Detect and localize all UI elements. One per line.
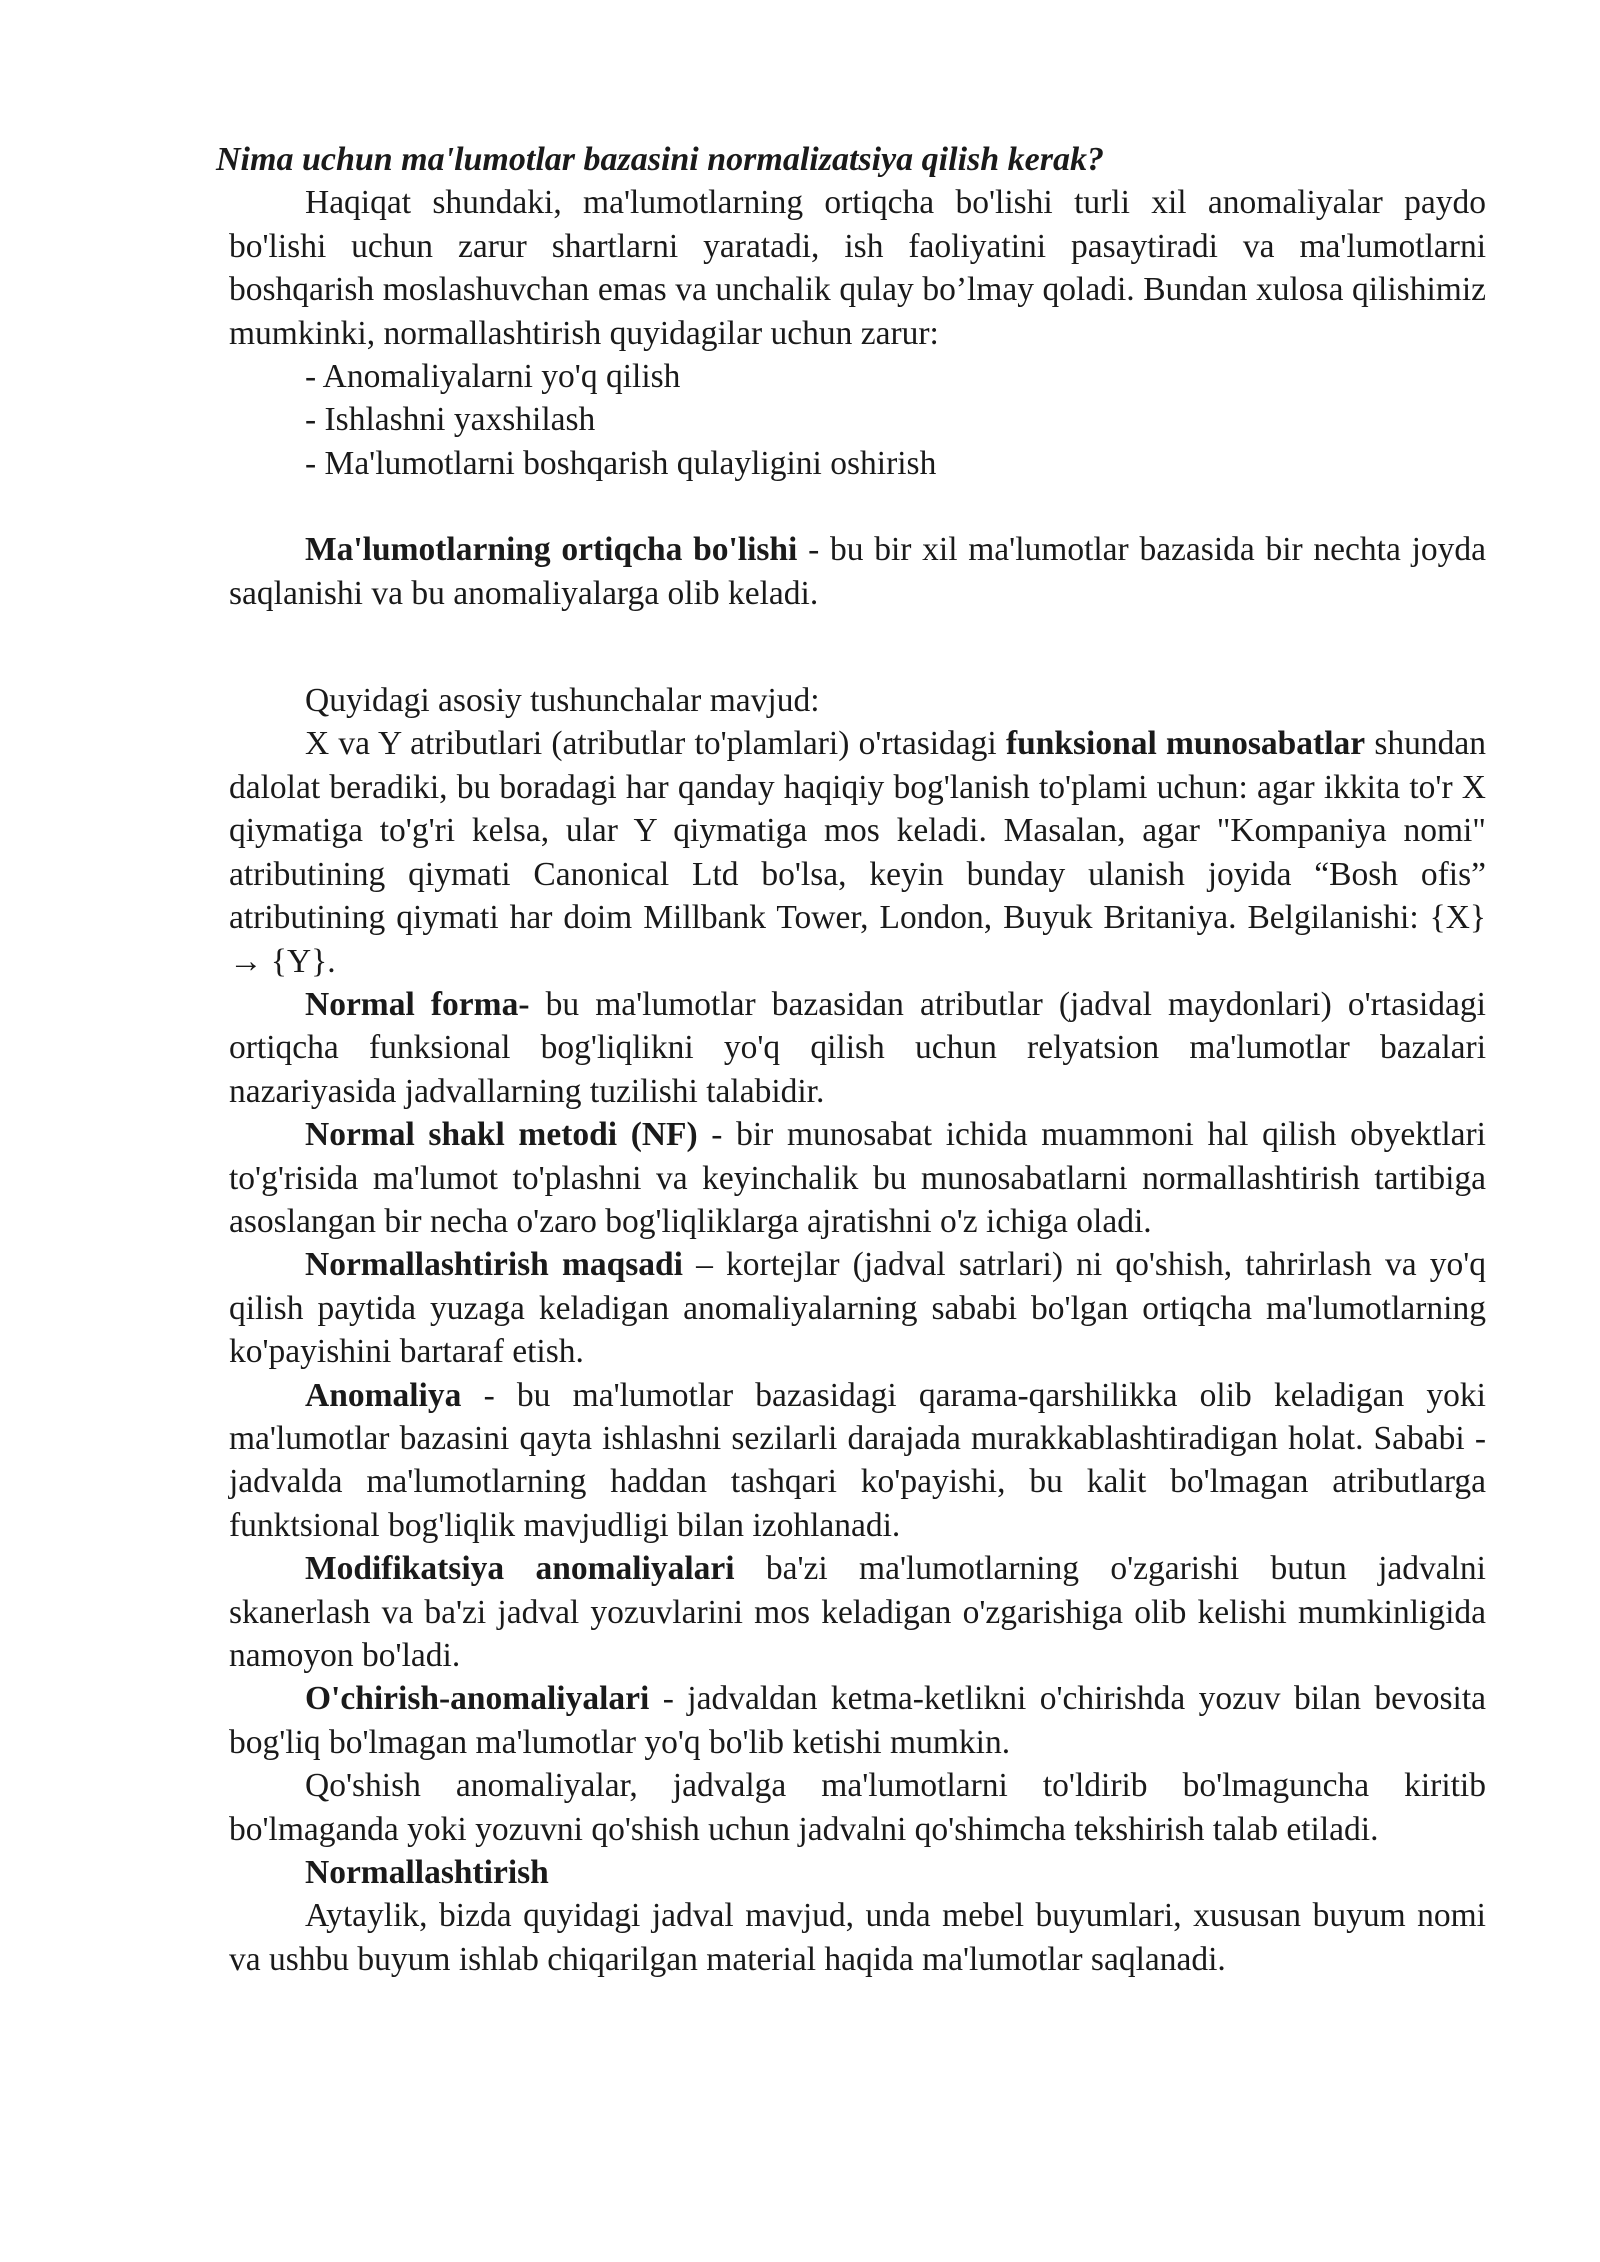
- functional-before: X va Y atributlari (atributlar to'plamlari) o'rtasidagi: [305, 725, 1006, 763]
- deletion-term: O'chirish-anomaliyalari: [305, 1680, 650, 1718]
- spacer: [229, 615, 1486, 679]
- normal-form-term: Normal forma-: [305, 985, 530, 1023]
- redundancy-text: - bu bir xil ma'lumotlar bazasida bir nechta joyda saqlanishi va bu anomaliyalarga olib keladi.: [229, 531, 1486, 612]
- redundancy-term: Ma'lumotlarning ortiqcha bo'lishi: [305, 531, 798, 569]
- deletion-paragraph: [229, 1677, 1486, 1764]
- document-page: [216, 138, 1487, 1981]
- modification-paragraph: [229, 1547, 1486, 1677]
- concepts-intro: Quyidagi asosiy tushunchalar mavjud:: [305, 682, 820, 720]
- nf-method-term: Normal shakl metodi (NF): [305, 1116, 698, 1154]
- list-item: - Anomaliyalarni yo'q qilish: [305, 358, 681, 396]
- modification-text: ba'zi ma'lumotlarning o'zgarishi butun jadvalni skanerlash va ba'zi jadval yozuvlarini mos keladigan o'zgarishiga olib kelishi mumkinligida namoyon bo'ladi.: [229, 1550, 1486, 1674]
- intro-paragraph: Haqiqat shundaki, ma'lumotlarning ortiqcha bo'lishi turli xil anomaliyalar paydo bo'lishi uchun zarur shartlarni yaratadi, ish faoliyatini pasaytiradi va ma'lumotlarni boshqarish moslashuvchan emas va unchalik qulay bo’lmay qoladi. Bundan xulosa qilishimiz mumkinki, normallashtirish quyidagilar uchun zarur:: [229, 184, 1486, 352]
- functional-paragraph: [229, 722, 1486, 982]
- normal-form-text: bu ma'lumotlar bazasidan atributlar (jadval maydonlari) o'rtasidagi ortiqcha funksional bog'liqlikni yo'q qilish uchun relyatsion ma'lumotlar bazalari nazariyasida jadvallarning tuzilishi talabidir.: [229, 985, 1486, 1110]
- functional-after: shundan dalolat beradiki, bu boradagi har qanday haqiqiy bog'lanish to'plami uchun: agar ikkita to'r X qiymatiga to'g'ri kelsa, ular Y qiymatiga mos keladi. Masalan, agar "Kompaniya nomi" atributining qiymati Canonical Ltd bo'lsa, keyin bunday ulanish joyida “Bosh ofis” atributining qiymati har doim Millbank Tower, London, Buyuk Britaniya. Belgilanishi: {X} → {Y}.: [229, 725, 1486, 980]
- benefits-list: [229, 355, 1486, 485]
- functional-term: funksional munosabatlar: [1005, 725, 1366, 763]
- goal-text: – kortejlar (jadval satrlari) ni qo'shish, tahrirlash va yo'q qilish paytida yuzaga keladigan anomaliyalarning sababi bo'lgan ortiqcha ma'lumotlarning ko'payishini bartaraf etish.: [229, 1246, 1487, 1371]
- nf-method-paragraph: [229, 1113, 1486, 1243]
- section-heading: Normallashtirish: [305, 1854, 549, 1892]
- anomaly-text: - bu ma'lumotlar bazasidagi qarama-qarshilikka olib keladigan yoki ma'lumotlar bazasini qayta ishlashni sezilarli darajada murakkablashtiradigan holat. Sababi - jadvalda ma'lumotlarning haddan tashqari ko'payishi, bu kalit bo'lmagan atributlarga funktsional bog'liqlik mavjudligi bilan izohlanadi.: [229, 1376, 1486, 1544]
- modification-term: Modifikatsiya anomaliyalari: [305, 1550, 735, 1588]
- spacer: [229, 485, 1486, 528]
- anomaly-paragraph: [229, 1374, 1486, 1548]
- list-item: - Ma'lumotlarni boshqarish qulayligini oshirish: [305, 444, 937, 482]
- list-item: - Ishlashni yaxshilash: [305, 401, 596, 439]
- nf-method-text: - bir munosabat ichida muammoni hal qilish obyektlari to'g'risida ma'lumot to'plashni va keyinchalik bu munosabatlarni normallashtirish tartibiga asoslangan bir necha o'zaro bog'liqliklarga ajratishni o'z ichiga oladi.: [229, 1116, 1486, 1240]
- redundancy-paragraph: [229, 528, 1486, 615]
- normal-form-paragraph: [229, 983, 1486, 1113]
- insertion-paragraph: Qo'shish anomaliyalar, jadvalga ma'lumotlarni to'ldirib bo'lmaguncha kiritib bo'lmaganda yoki yozuvni qo'shish uchun jadvalni qo'shimcha tekshirish talab etiladi.: [229, 1767, 1486, 1848]
- deletion-text: - jadvaldan ketma-ketlikni o'chirishda yozuv bilan bevosita bog'liq bo'lmagan ma'lumotlar yo'q bo'lib ketishi mumkin.: [229, 1680, 1486, 1761]
- goal-paragraph: [229, 1243, 1486, 1373]
- anomaly-term: Anomaliya: [305, 1376, 462, 1414]
- goal-term: Normallashtirish maqsadi: [305, 1246, 683, 1284]
- example-paragraph: Aytaylik, bizda quyidagi jadval mavjud, unda mebel buyumlari, xususan buyum nomi va ushbu buyum ishlab chiqarilgan material haqida ma'lumotlar saqlanadi.: [229, 1897, 1486, 1978]
- document-title: Nima uchun ma'lumotlar bazasini normalizatsiya qilish kerak?: [216, 141, 1104, 178]
